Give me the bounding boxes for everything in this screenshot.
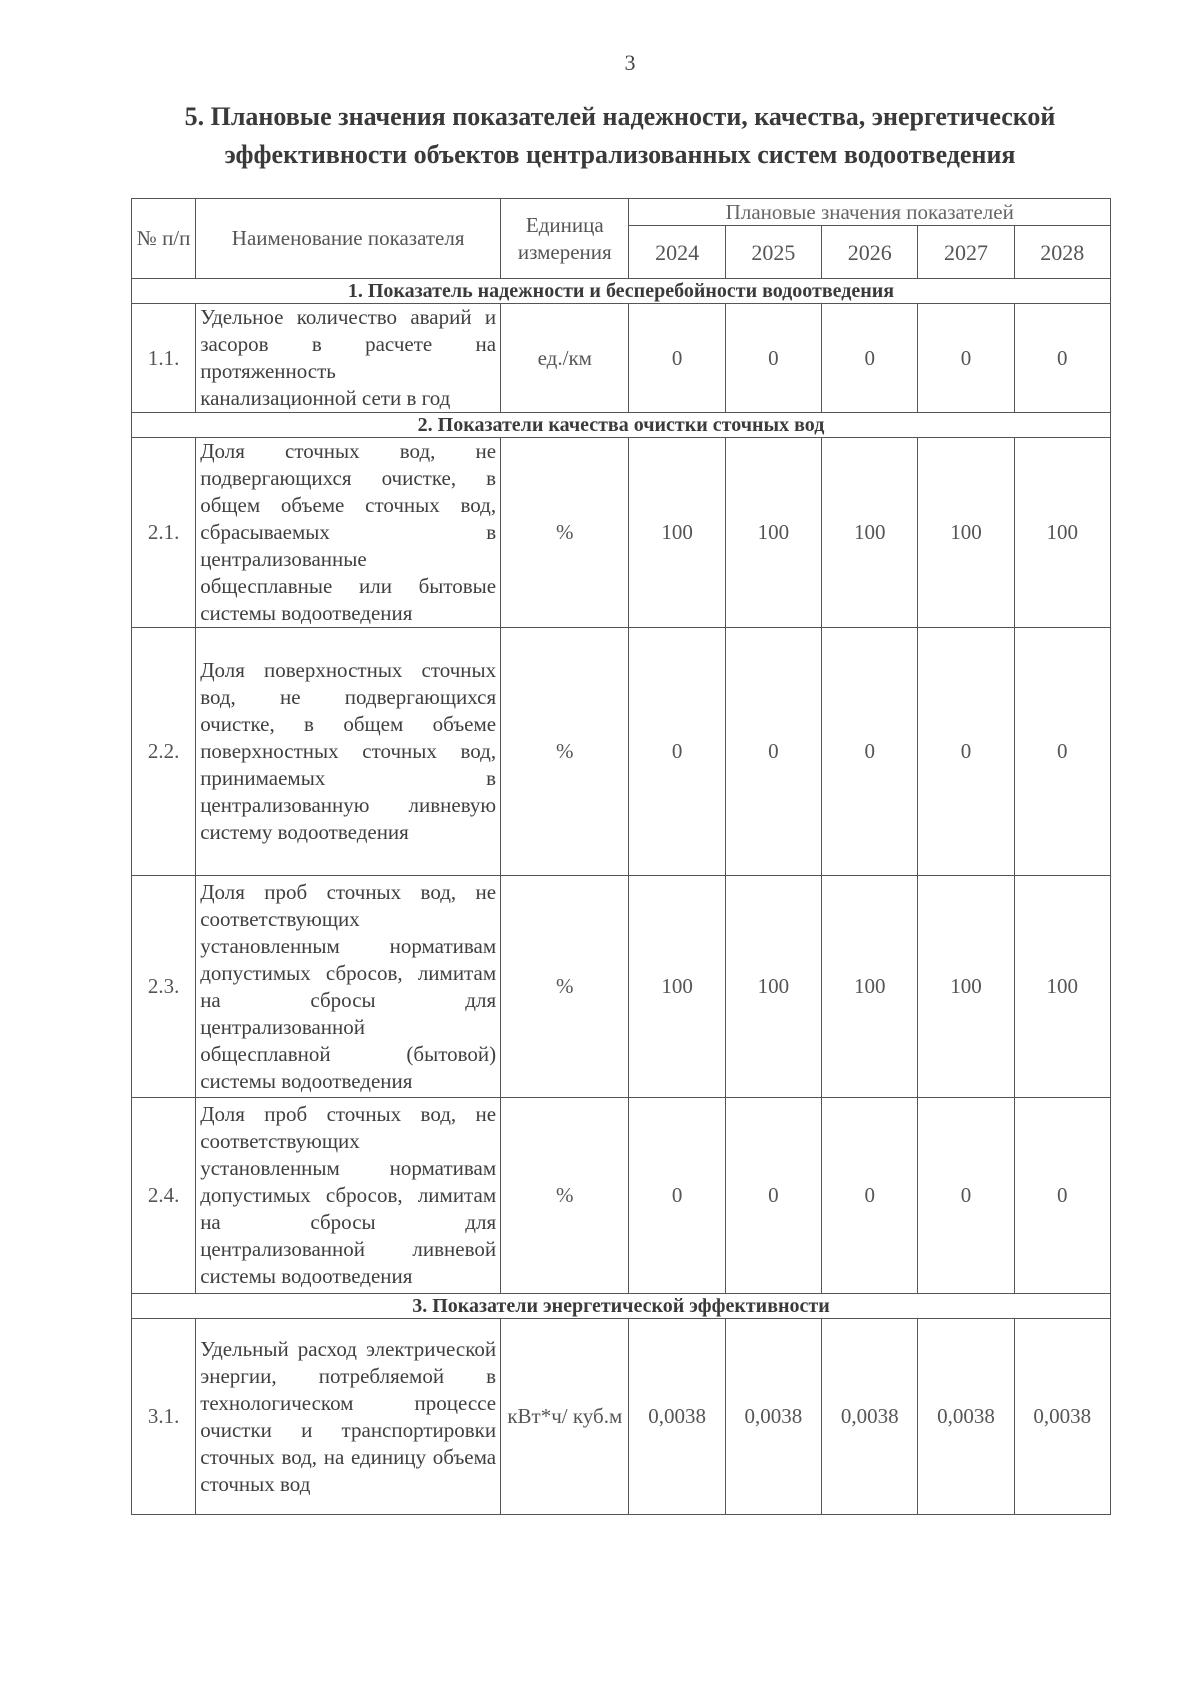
value-cell: 0,0038	[1014, 1319, 1110, 1515]
header-year: 2026	[822, 226, 918, 279]
value-cell: 100	[918, 876, 1014, 1098]
table-row	[132, 628, 1111, 876]
value-cell: 0	[629, 304, 725, 413]
header-name: Наименование показателя	[196, 199, 501, 279]
value-cell: 0	[725, 304, 821, 413]
value-cell: 0	[918, 628, 1014, 876]
row-number: 1.1.	[132, 304, 196, 413]
header-year: 2025	[725, 226, 821, 279]
indicator-unit: кВт*ч/ куб.м	[501, 1319, 629, 1515]
section-title: 3. Показатели энергетической эффективности	[132, 1294, 1111, 1319]
value-cell: 0	[725, 628, 821, 876]
value-cell: 0	[1014, 304, 1110, 413]
page-number: 3	[624, 50, 636, 75]
value-cell: 0	[629, 1098, 725, 1294]
section-title: 1. Показатель надежности и бесперебойности водоотведения	[132, 279, 1111, 304]
indicator-unit: ед./км	[501, 304, 629, 413]
value-cell: 100	[822, 438, 918, 628]
document-title: 5. Плановые значения показателей надежности, качества, энергетической эффективности объектов централизованных систем водоотведения	[184, 102, 1056, 169]
indicator-name: Доля проб сточных вод, не соответствующих установленным нормативам допустимых сбросов, лимитам на сбросы для централизованной ливневой системы водоотведения	[196, 1098, 501, 1294]
value-cell: 0	[918, 1098, 1014, 1294]
table-row	[132, 304, 1111, 413]
value-cell: 0	[725, 1098, 821, 1294]
value-cell: 0	[629, 628, 725, 876]
value-cell: 0	[822, 1098, 918, 1294]
header-year: 2024	[629, 226, 725, 279]
indicator-name: Удельный расход электрической энергии, потребляемой в технологическом процессе очистки и транспортировки сточных вод, на единицу объема сточных вод	[196, 1319, 501, 1515]
value-cell: 0	[1014, 1098, 1110, 1294]
section-title: 2. Показатели качества очистки сточных вод	[132, 413, 1111, 438]
indicator-unit: %	[501, 876, 629, 1098]
indicator-name: Удельное количество аварий и засоров в расчете на протяженность канализационной сети в год	[196, 304, 501, 413]
value-cell: 0	[1014, 628, 1110, 876]
indicators-table	[131, 198, 1111, 1515]
row-number: 2.1.	[132, 438, 196, 628]
indicator-unit: %	[501, 1098, 629, 1294]
value-cell: 100	[629, 438, 725, 628]
header-year: 2028	[1014, 226, 1110, 279]
header-num: № п/п	[132, 199, 196, 279]
table-header	[132, 199, 1111, 279]
header-unit: Единица измерения	[501, 199, 629, 279]
value-cell: 0	[822, 628, 918, 876]
value-cell: 100	[918, 438, 1014, 628]
value-cell: 0,0038	[822, 1319, 918, 1515]
value-cell: 100	[1014, 438, 1110, 628]
row-number: 3.1.	[132, 1319, 196, 1515]
row-number: 2.2.	[132, 628, 196, 876]
value-cell: 100	[725, 876, 821, 1098]
indicator-unit: %	[501, 438, 629, 628]
value-cell: 100	[1014, 876, 1110, 1098]
row-number: 2.4.	[132, 1098, 196, 1294]
indicator-name: Доля проб сточных вод, не соответствующих установленным нормативам допустимых сбросов, лимитам на сбросы для централизованной общесплавной (бытовой) системы водоотведения	[196, 876, 501, 1098]
indicator-name: Доля сточных вод, не подвергающихся очистке, в общем объеме сточных вод, сбрасываемых в централизованные общесплавные или бытовые системы водоотведения	[196, 438, 501, 628]
table-row	[132, 1319, 1111, 1515]
table-row	[132, 876, 1111, 1098]
row-number: 2.3.	[132, 876, 196, 1098]
section-row	[132, 1294, 1111, 1319]
indicator-unit: %	[501, 628, 629, 876]
value-cell: 0	[822, 304, 918, 413]
header-year: 2027	[918, 226, 1014, 279]
value-cell: 0,0038	[629, 1319, 725, 1515]
value-cell: 100	[629, 876, 725, 1098]
value-cell: 0,0038	[725, 1319, 821, 1515]
table-row	[132, 438, 1111, 628]
value-cell: 100	[725, 438, 821, 628]
value-cell: 100	[822, 876, 918, 1098]
value-cell: 0	[918, 304, 1014, 413]
table-row	[132, 1098, 1111, 1294]
header-planned-values: Плановые значения показателей	[629, 199, 1111, 226]
value-cell: 0,0038	[918, 1319, 1014, 1515]
section-row	[132, 413, 1111, 438]
section-row	[132, 279, 1111, 304]
indicator-name: Доля поверхностных сточных вод, не подвергающихся очистке, в общем объеме поверхностных сточных вод, принимаемых в централизованную ливневую систему водоотведения	[196, 628, 501, 876]
